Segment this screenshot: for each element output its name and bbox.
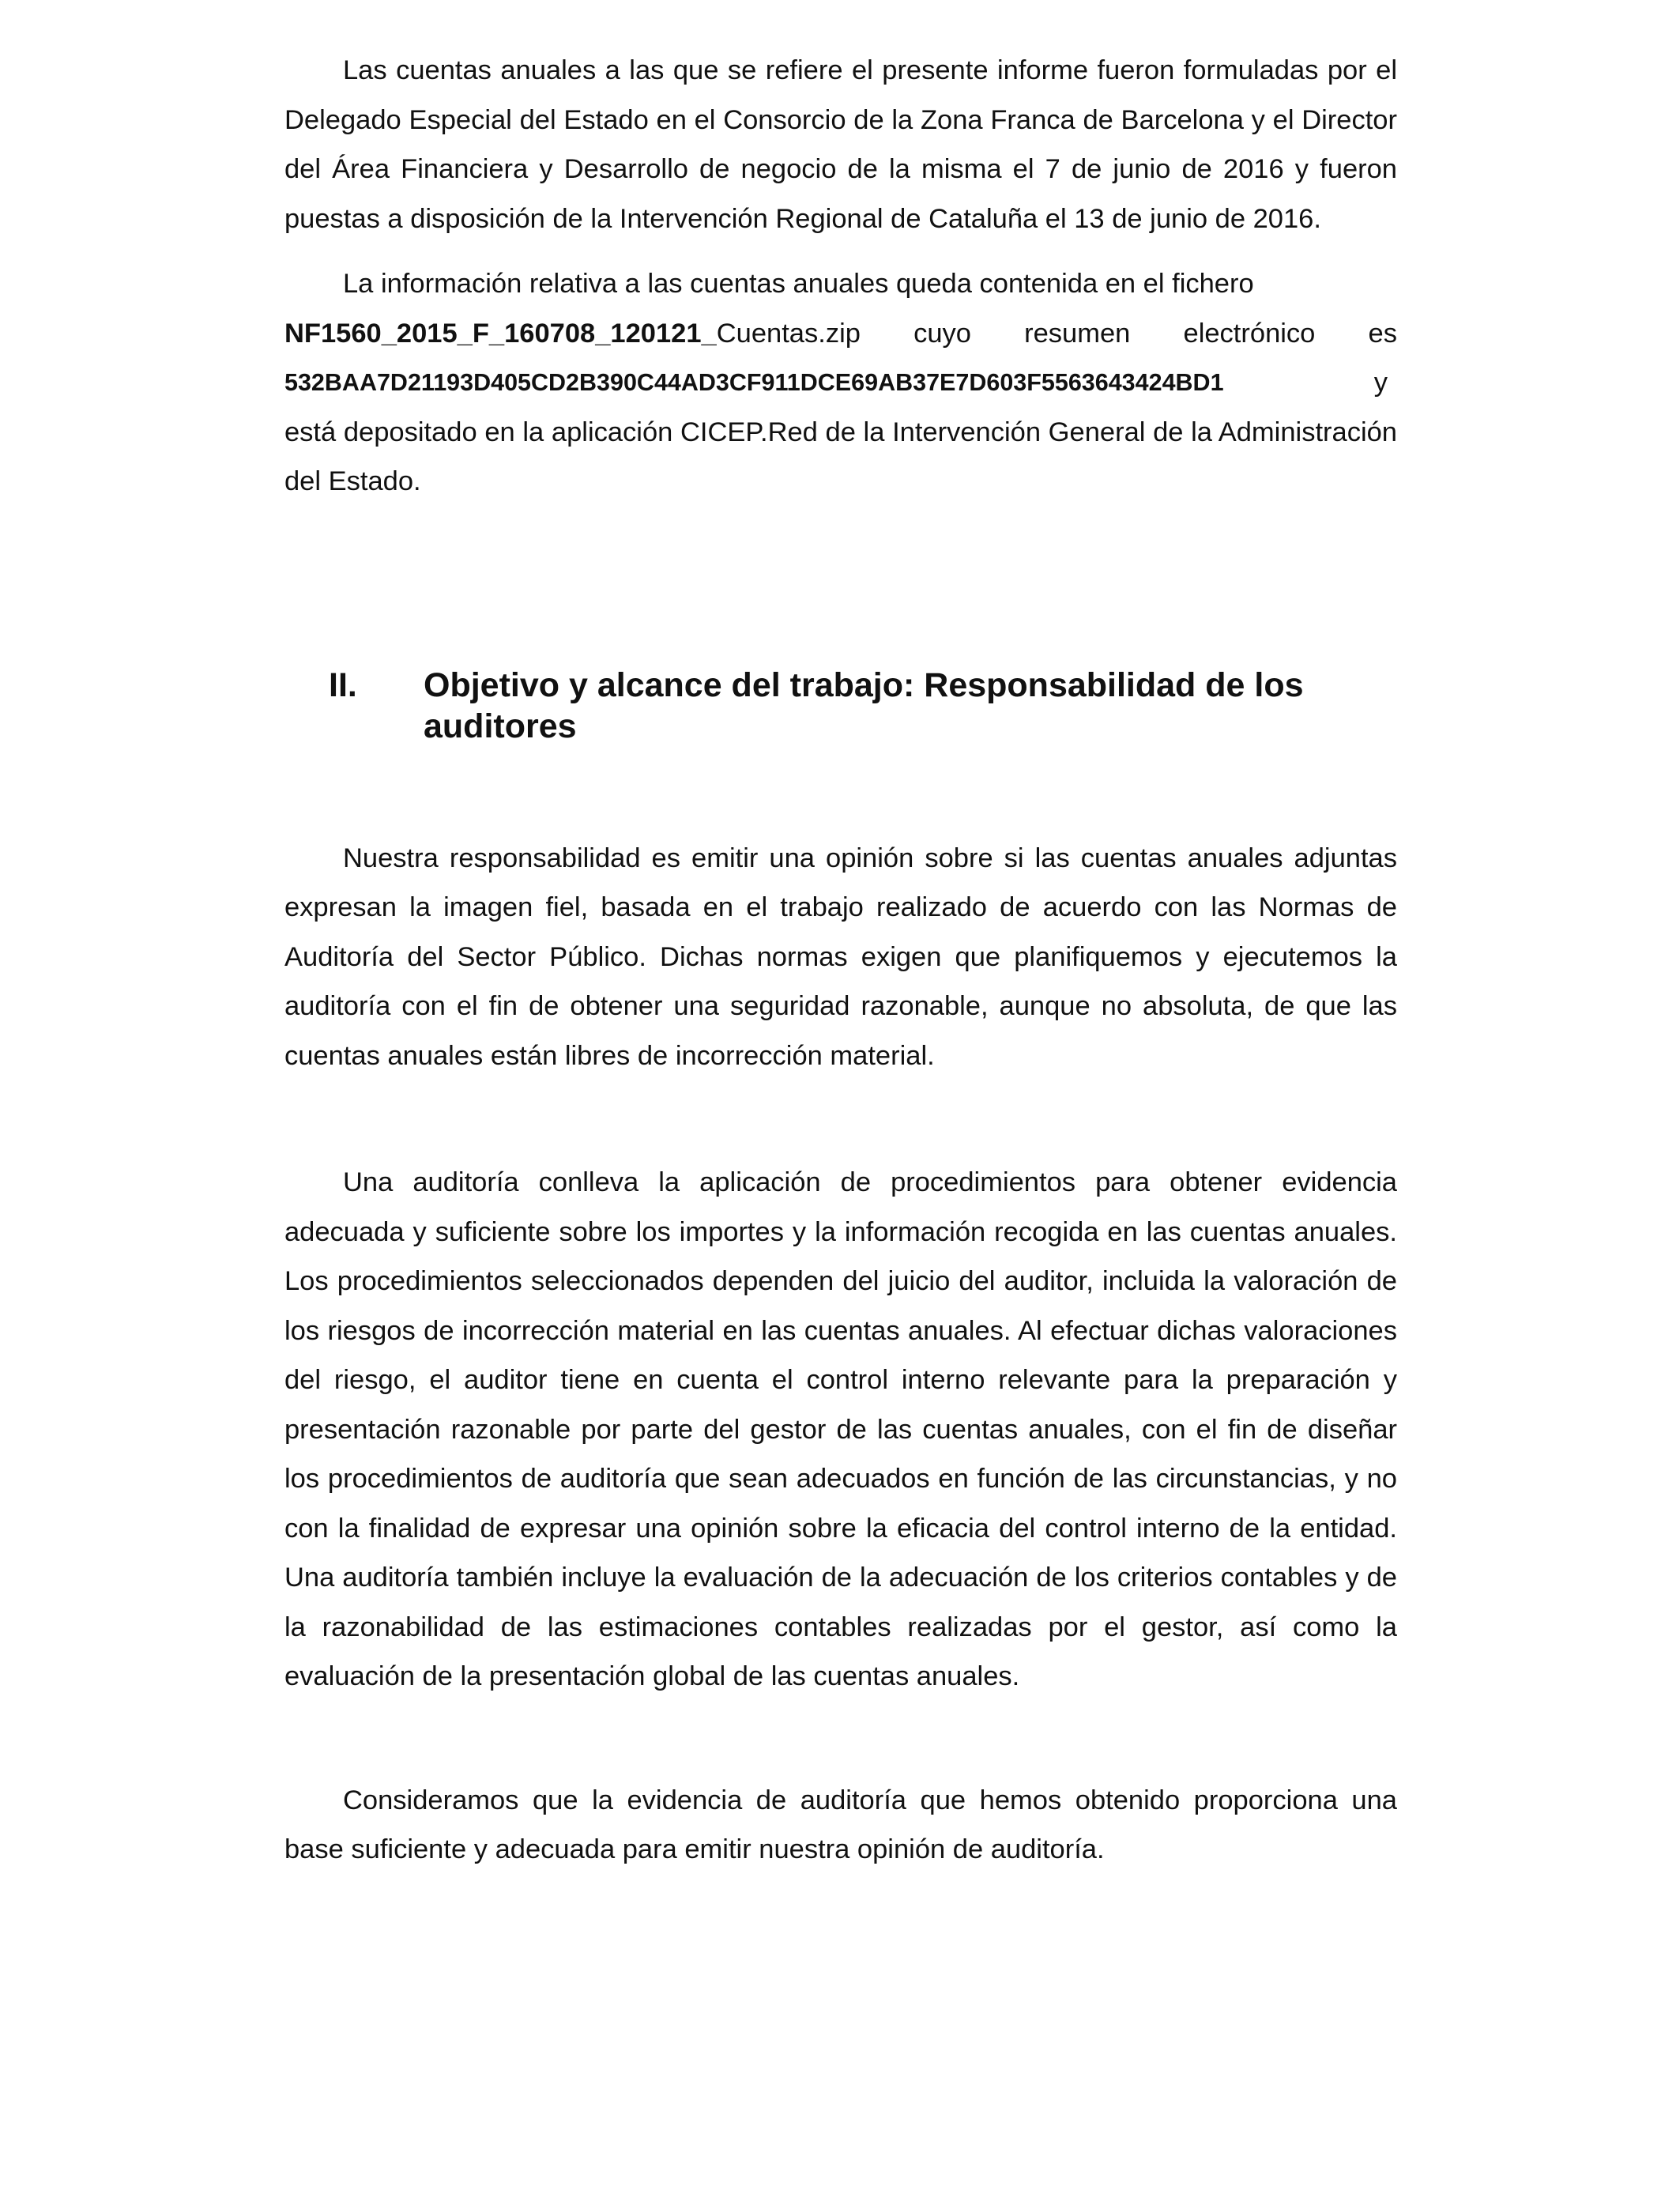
hash-line [284,358,1397,408]
file-name-line [284,309,1397,359]
paragraph-audit-procedures: Una auditoría conlleva la aplicación de procedimientos para obtener evidencia adecuada y suficiente sobre los importes y la información recogida en las cuentas anuales. Los procedimientos seleccionados dependen del juicio del auditor, incluida la valoración de los riesgos de incorrección material en las cuentas anuales. Al efectuar dichas valoraciones del riesgo, el auditor tiene en cuenta el control interno relevante para la preparación y presentación razonable por parte del gestor de las cuentas anuales, con el fin de diseñar los procedimientos de auditoría que sean adecuados en función de las circunstancias, y no con la finalidad de expresar una opinión sobre la eficacia del control interno de la entidad. Una auditoría también incluye la evaluación de la adecuación de los criterios contables y de la razonabilidad de las estimaciones contables realizadas por el gestor, así como la evaluación de la presentación global de las cuentas anuales. [284,1167,1397,1691]
file-name [284,309,861,359]
section-title: Objetivo y alcance del trabajo: Responsabilidad de los auditores [424,665,1304,745]
paragraph-accounts-formulation: Las cuentas anuales a las que se refiere el presente informe fueron formuladas por el Delegado Especial del Estado en el Consorcio de la Zona Franca de Barcelona y el Director del Área Financiera y Desarrollo de negocio de la misma el 7 de junio de 2016 y fueron puestas a disposición de la Intervención Regional de Cataluña el 13 de junio de 2016. [284,55,1397,234]
word-electronico: electrónico [1183,318,1316,349]
paragraph-responsibility: Nuestra responsabilidad es emitir una opinión sobre si las cuentas anuales adjuntas expresan la imagen fiel, basada en el trabajo realizado de acuerdo con las Normas de Auditoría del Sector Público. Dichas normas exigen que planifiquemos y ejecutemos la auditoría con el fin de obtener una seguridad razonable, aunque no absoluta, de que las cuentas anuales están libres de incorrección material. [284,843,1397,1071]
file-intro-text: La información relativa a las cuentas anuales queda contenida en el fichero [343,269,1254,299]
word-es: es [1368,318,1397,349]
document-page [284,46,1397,1875]
paragraph-evidence-conclusion: Consideramos que la evidencia de auditoría que hemos obtenido proporciona una base suficiente y adecuada para emitir nuestra opinión de auditoría. [284,1785,1397,1864]
file-name-suffix: Cuentas.zip [716,318,861,349]
word-resumen: resumen [1024,318,1131,349]
file-name-bold: NF1560_2015_F_160708_120121_ [284,318,717,349]
section-number: II. [329,665,357,704]
section-body [284,834,1397,1875]
file-location-text: está depositado en la aplicación CICEP.Red de la Intervención General de la Administración del Estado. [284,417,1397,496]
word-cuyo: cuyo [913,318,971,349]
section-heading [329,665,1397,747]
word-y: y [1373,368,1388,398]
file-hash: 532BAA7D21193D405CD2B390C44AD3CF911DCE69AB37E7D603F5563643424BD1 [284,369,1224,396]
paragraph-accounts-file [284,259,1397,507]
